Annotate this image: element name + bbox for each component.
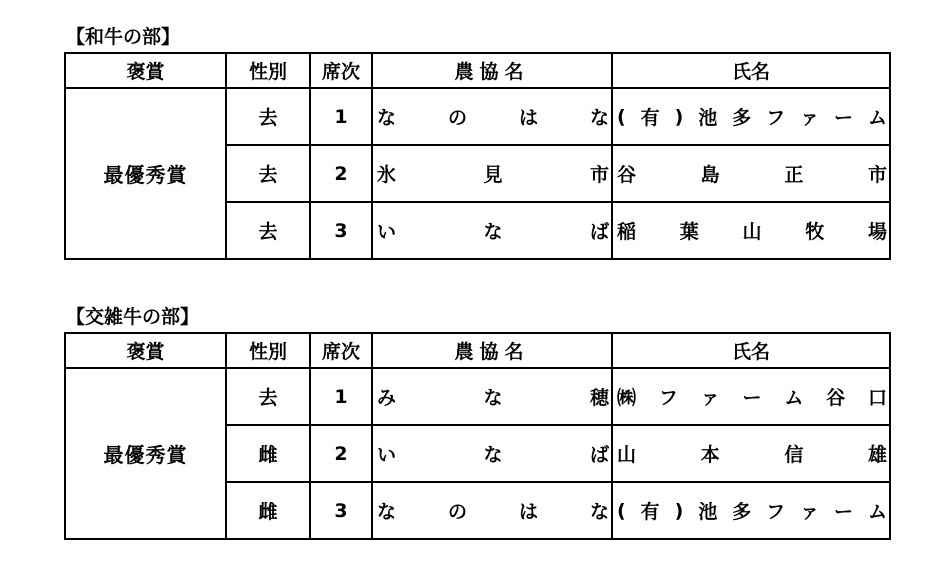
char: ー — [834, 107, 854, 129]
name-cell — [612, 368, 890, 425]
header-coop: 農協名 — [372, 333, 612, 368]
section-title: 【和牛の部】 — [66, 26, 181, 48]
char: 谷 — [826, 387, 846, 409]
char: は — [518, 107, 538, 129]
header-award: 褒賞 — [65, 53, 226, 88]
table-row — [65, 368, 890, 425]
char: 牧 — [805, 221, 825, 243]
char: の — [447, 501, 467, 523]
char: な — [483, 387, 503, 409]
char: い — [377, 444, 397, 466]
char: 信 — [784, 444, 804, 466]
char: ー — [834, 501, 854, 523]
char: ) — [674, 105, 684, 128]
char: 有 — [640, 501, 660, 523]
char: な — [589, 107, 609, 129]
char: ) — [674, 499, 684, 522]
char: ム — [867, 501, 887, 523]
sex-cell: 去 — [226, 88, 310, 145]
char: ( — [617, 105, 626, 128]
rank-cell: 1 — [310, 368, 372, 425]
char: 場 — [867, 221, 887, 243]
header-rank: 席次 — [310, 333, 372, 368]
char: フ — [766, 501, 786, 523]
char: な — [377, 501, 397, 523]
rank-cell: 2 — [310, 425, 372, 482]
name-cell — [612, 425, 890, 482]
name-cell — [612, 88, 890, 145]
char: 葉 — [679, 221, 699, 243]
table-row — [65, 88, 890, 145]
char: ば — [589, 444, 609, 466]
header-coop: 農協名 — [372, 53, 612, 88]
coop-cell — [372, 145, 612, 202]
char: ム — [867, 107, 887, 129]
char: ァ — [800, 107, 820, 129]
char: 島 — [700, 164, 720, 186]
char: い — [377, 221, 397, 243]
rank-cell: 3 — [310, 202, 372, 259]
rank-cell: 2 — [310, 145, 372, 202]
char: 池 — [698, 501, 718, 523]
sex-cell: 去 — [226, 368, 310, 425]
header-name: 氏名 — [612, 53, 890, 88]
char: フ — [658, 387, 678, 409]
char: 谷 — [617, 164, 637, 186]
name-cell — [612, 482, 890, 539]
char: な — [377, 107, 397, 129]
sex-cell: 雌 — [226, 425, 310, 482]
name-cell — [612, 145, 890, 202]
char: 本 — [700, 444, 720, 466]
section-title: 【交雑牛の部】 — [66, 306, 200, 328]
header-name: 氏名 — [612, 333, 890, 368]
char: 穂 — [589, 387, 609, 409]
char: フ — [766, 107, 786, 129]
char: は — [518, 501, 538, 523]
coop-cell — [372, 425, 612, 482]
char: 正 — [784, 164, 804, 186]
header-sex: 性別 — [226, 53, 310, 88]
char: な — [483, 444, 503, 466]
coop-cell — [372, 368, 612, 425]
sex-cell: 去 — [226, 202, 310, 259]
section-crossbred — [64, 302, 889, 540]
name-cell — [612, 202, 890, 259]
award-cell: 最優秀賞 — [65, 368, 226, 539]
char: ァ — [800, 501, 820, 523]
awards-table — [64, 332, 891, 540]
char: 山 — [742, 221, 762, 243]
char: 多 — [732, 107, 752, 129]
char: 雄 — [867, 444, 887, 466]
char: ァ — [700, 387, 720, 409]
char: 山 — [617, 444, 637, 466]
char: 口 — [867, 387, 887, 409]
char: 氷 — [377, 164, 397, 186]
sex-cell: 雌 — [226, 482, 310, 539]
header-award: 褒賞 — [65, 333, 226, 368]
char: 有 — [640, 107, 660, 129]
char: な — [483, 221, 503, 243]
char: 市 — [867, 164, 887, 186]
char: 池 — [698, 107, 718, 129]
char: 見 — [483, 164, 503, 186]
char: 稲 — [617, 221, 637, 243]
char: ば — [589, 221, 609, 243]
header-rank: 席次 — [310, 53, 372, 88]
char: の — [447, 107, 467, 129]
section-wagyu — [64, 22, 889, 260]
header-sex: 性別 — [226, 333, 310, 368]
award-cell: 最優秀賞 — [65, 88, 226, 259]
rank-cell: 1 — [310, 88, 372, 145]
coop-cell — [372, 88, 612, 145]
char: な — [589, 501, 609, 523]
awards-table — [64, 52, 891, 260]
char: ( — [617, 499, 626, 522]
char: ㈱ — [617, 387, 637, 409]
char: ー — [742, 387, 762, 409]
rank-cell: 3 — [310, 482, 372, 539]
char: 多 — [732, 501, 752, 523]
sex-cell: 去 — [226, 145, 310, 202]
coop-cell — [372, 202, 612, 259]
header-row — [65, 333, 890, 368]
char: み — [377, 387, 397, 409]
header-row — [65, 53, 890, 88]
char: 市 — [589, 164, 609, 186]
char: ム — [784, 387, 804, 409]
coop-cell — [372, 482, 612, 539]
